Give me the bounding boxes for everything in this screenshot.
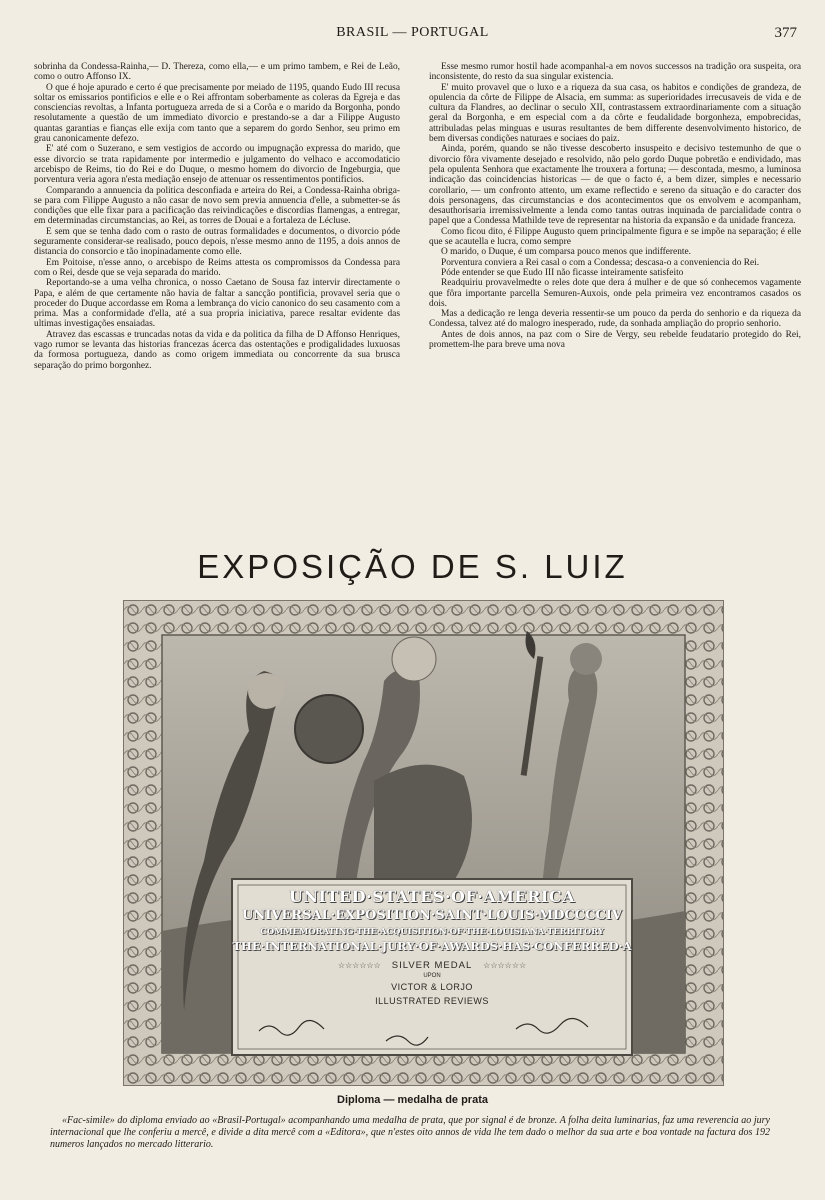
stars-right: ☆☆☆☆☆☆ <box>483 961 527 970</box>
cert-country: UNITED·STATES·OF·AMERICA <box>288 887 576 906</box>
text-columns <box>34 62 802 524</box>
star-drapery <box>374 765 472 891</box>
paragraph: Comparando a annuencia da politica desconfiada e arteira do Rei, a Condessa-Rainha obriga-se para com Filippe Augusto a não casar de novo sem previa annuencia d'elle, a submetter-se ás condições que elle fixar para a pacificação das reivindicações e discordias flamengas, a entregar, em determinadas circumstancias, ao Rei, as torres de Douai e a fortaleza de Lécluse. <box>34 185 400 227</box>
paragraph: E' até com o Suzerano, e sem vestigios de accordo ou impugnação expressa do marido, que esse divorcio se trata rapidamente por intermedio e julgamento do velhaco e accomodaticio arcebispo de Reims, tio do Rei e do Duque, o mesmo homem do divorcio de Ingeburgia, que porventura veria agora n'esta mediação ensejo de attenuar os ressentimentos pontificios. <box>34 144 400 186</box>
certificate-text <box>232 879 632 1055</box>
figure-caption: Diploma — medalha de prata <box>337 1094 488 1106</box>
crowned-head <box>248 673 284 709</box>
paragraph: Antes de dois annos, na paz com o Sire de Vergy, seu rebelde feudatario protegido do Rei, promettem-lhe para breve uma nova <box>429 329 801 351</box>
cert-medal-line <box>232 960 632 971</box>
paragraph: Em Poitoise, n'esse anno, o arcebispo de Reims attesta os compromissos da Condessa para com o Rei, desde que se veja separada do marido. <box>34 257 400 278</box>
central-head <box>392 637 436 681</box>
paragraph: Porventura conviera a Rei casal o com a Condessa; descasa-o a conveniencia do Rei. <box>441 257 760 268</box>
cert-commemoration: COMMEMORATING·THE·ACQUISITION·OF·THE·LOUISIANA·TERRITORY <box>260 926 604 936</box>
figure-note: «Fac-simile» do diploma enviado ao «Brasil-Portugal» acompanhando uma medalha de prata, que por signal é de bronze. A folha deita luminarias, faz uma reverencia ao jury internacional que lhe conferiu a mercê, e divide a dita mercê com a «Editora», que n'estes oito annos de vida lhe tem dado o melhor da sua arte e boa vontade na factura dos 192 numeros lançados no mercado litterario. <box>50 1115 770 1150</box>
article-headline: EXPOSIÇÃO DE S. LUIZ <box>197 548 628 585</box>
paragraph: O que é hoje apurado e certo é que precisamente por meiado de 1195, quando Eudo III recusa soltar os emissarios pontificios e elle e o Rei affrontam soberbamente as coleras da Egreja e das consciencias revoltas, a Infanta portugueza arreda de si a Corôa e o marido da Borgonha, pondo resolutamente a questão de um immediato divorcio e prestando-se a dar a Filippe Augusto quantas garantias e fianças elle exija com tanto que a separem do gordo Senhor, seu primo em grau canonicamente defezo. <box>34 82 400 145</box>
paragraph: sobrinha da Condessa-Rainha,— D. Thereza, como ella,— e um primo tambem, e Rei de Leão, como o outro Affonso IX. <box>34 62 400 83</box>
paragraph: Reportando-se a uma velha chronica, o nosso Caetano de Sousa faz intervir directamente o Papa, e além de que certamente não havia de faltar a sancção pontificia, provavel seria que o proceder do Duque accordasse em Roma a lembrança do vicio canonico do seu casamento com a prima. Mas a conformidade d'ella, até a sua propria iniciativa, parece resaltar evidente das ultimas investigações ensaiadas. <box>34 278 400 330</box>
paragraph: E' muito provavel que o luxo e a riqueza da sua casa, os habitos e condições de grandeza, de opulencia da côrte de Filippe de Alsacia, em summa: as superioridades irrecusaveis de vida e de cultura da Flandres, ao declinar o seculo XII, contrastassem extraordinariamente com a situação geral da Borgonha, e em especial com a da côrte e feudalidade borgonheza, empobrecidas, attribuladas pelas minguas e usuras resultantes de bem differente desenvolvimento historico, de bem diversas condições naturaes e sociaes do paiz. <box>429 82 801 145</box>
paragraph: Póde entender se que Eudo III não ficasse inteiramente satisfeito <box>441 267 684 278</box>
running-head <box>0 25 825 45</box>
paragraph: Mas a dedicação re lenga deveria ressentir-se um pouco da perda do senhorio e da riqueza da Condessa, talvez até do malogro inesperado, rude, da sonhada ampliação do proprio senhorio. <box>429 309 801 330</box>
paragraph: E sem que se tenha dado com o rasto de outras formalidades e documentos, o divorcio póde seguramente considerar-se realisado, pouco depois, n'esse mesmo anno de 1195, a dois annos de distancia do consorcio e tão inopinadamente como elle. <box>34 226 400 258</box>
torchbearer-head <box>570 643 602 675</box>
running-title: BRASIL — PORTUGAL <box>336 25 489 40</box>
cert-exposition: UNIVERSAL·EXPOSITION·SAINT·LOUIS·MDCCCCIV <box>242 908 622 923</box>
paragraph: O marido, o Duque, é um comparsa pouco menos que indifferente. <box>441 247 692 258</box>
cert-medal: SILVER MEDAL <box>391 960 473 971</box>
paragraph: Esse mesmo rumor hostil hade acompanhal-a em novos successos na tradição ora suspeita, ora inconsistente, do resto da sua singular existencia. <box>429 62 801 83</box>
paragraph: Readquiriu provavelmedte o reles dote que dera á mulher e de que só conhecemos vagamente que fôra importante parcella Semuren-Auxois, onde pela primeira vez encontramos casados os dois. <box>429 278 801 309</box>
cert-recipient-2: ILLUSTRATED REVIEWS <box>375 996 489 1006</box>
left-column <box>34 62 400 524</box>
cert-recipient-1: VICTOR & LORJO <box>391 982 473 992</box>
cert-jury: THE·INTERNATIONAL·JURY·OF·AWARDS·HAS·CONFERRED·A <box>232 939 632 953</box>
right-column <box>429 62 801 524</box>
page-number: 377 <box>774 25 797 41</box>
cert-upon: UPON <box>423 973 441 979</box>
paragraph: Ainda, porém, quando se não tivesse descoberto insuspeito e decisivo testemunho de que o divorcio fôra vivamente desejado e resolvido, não pelo gordo Duque pobretão e endividado, mas pela opulenta Senhora que exactamente lhe trouxera a fortuna; — descontada, mesmo, a luminosa indicação das coincidencias historicas — de que o facto é, a bem dizer, simples e necessario corollario, — um confronto attento, um exame reflectido e sereno da situação e do caracter dos dois personagens, das circumstancias e dos acontecimentos que os envolvem e acompanham, desauthorisaria irremissivelmente a lenda como tantas outras inquinada de parcialidade contra o papel que a Condessa Mathilde teve de representar na historia da expansão e da unidade franceza. <box>429 144 801 227</box>
globe <box>295 695 363 763</box>
paragraph: Atravez das escassas e truncadas notas da vida e da politica da filha de D Affonso Henriques, vago rumor se levanta das historias francezas ácerca das ostentações e prodigalidades luxuosas da formosa portugueza, dando as como origem immediata ou concorrente da sua brusca separação do primo borgonhez. <box>34 329 400 371</box>
diploma-illustration <box>123 600 724 1086</box>
stars-left: ☆☆☆☆☆☆ <box>337 961 381 970</box>
paragraph: Como ficou dito, é Filippe Augusto quem principalmente figura e se impõe na separação; é elle que se acautella e lucra, como sempre <box>429 226 801 248</box>
